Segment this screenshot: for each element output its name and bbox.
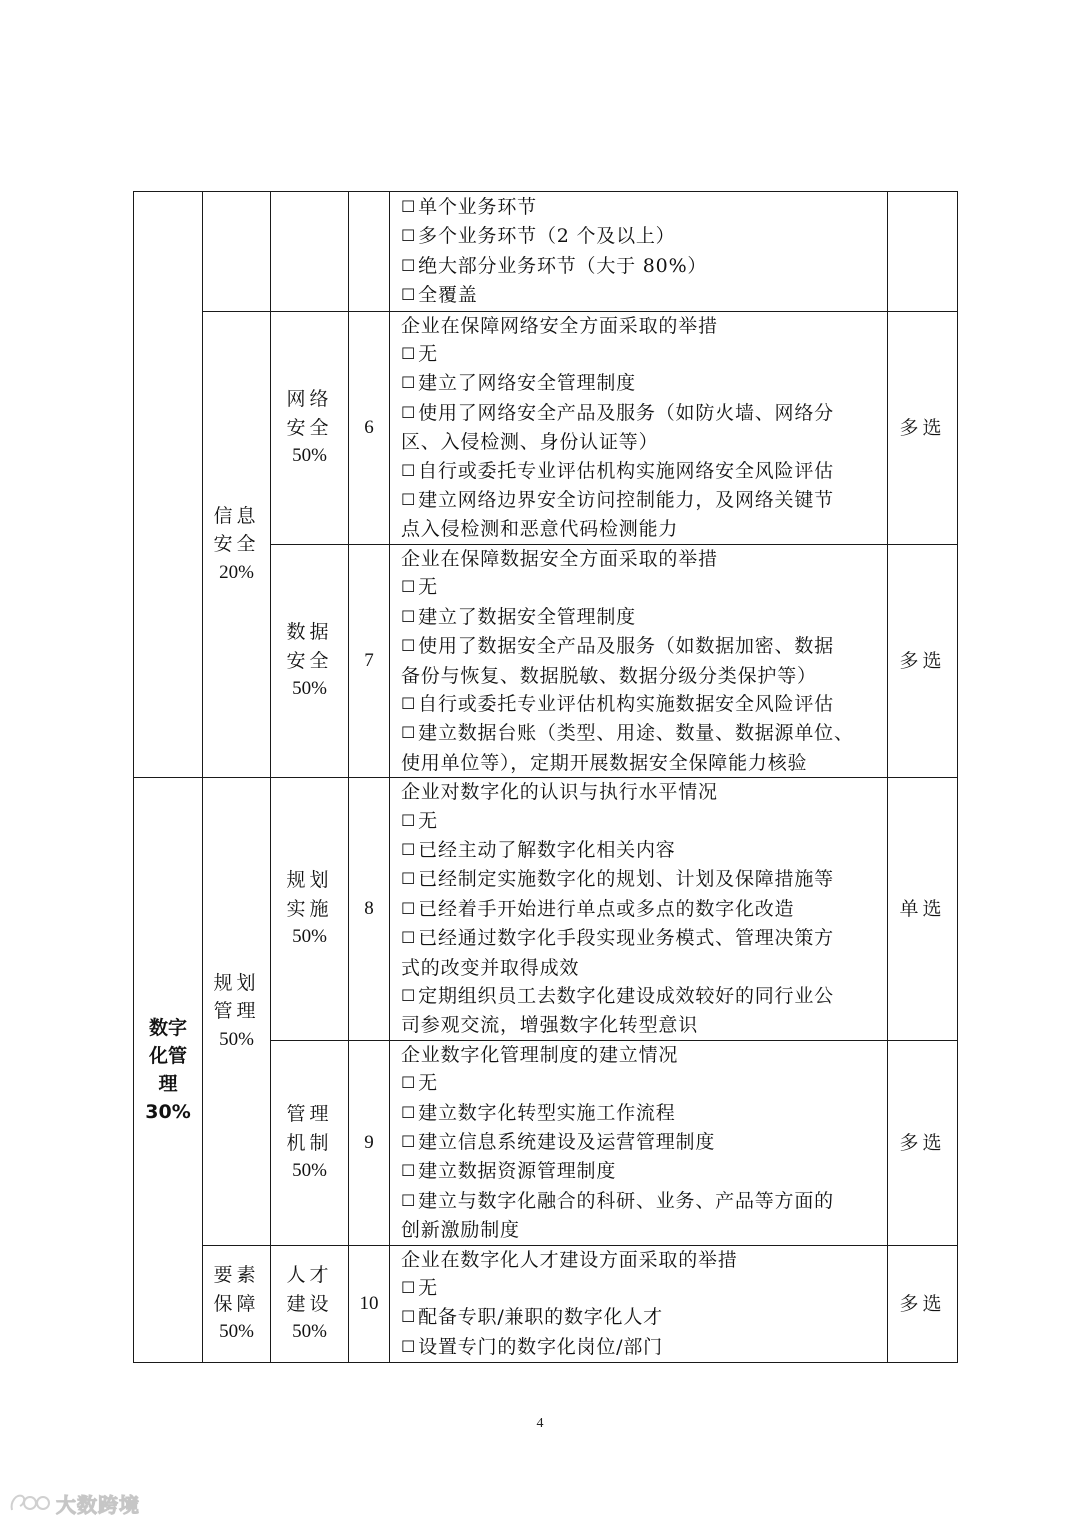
question-content [390,778,888,1041]
item-label: 规划 实施 50% [286,869,333,948]
evaluation-table [133,191,958,1363]
checkbox-icon: ☐ [401,1073,417,1093]
question-number: 10 [349,1245,390,1363]
checkbox-icon: ☐ [401,869,417,889]
subcategory-info-security [203,311,271,778]
selection-type: 多选 [888,544,958,777]
option-line: ☐ 已经通过数字化手段实现业务模式、管理决策方 [401,927,834,950]
checkbox-icon: ☐ [401,255,417,275]
option-line: ☐ 配备专职/兼职的数字化人才 [401,1306,663,1329]
option-line: ☐ 建立数据台账（类型、用途、数量、数据源单位、 [401,722,854,745]
checkbox-icon: ☐ [401,1190,417,1210]
item-talent [271,1245,349,1363]
checkbox-icon: ☐ [401,693,417,713]
option-line: ☐ 使用了数据安全产品及服务（如数据加密、数据 [401,635,834,658]
question-content [390,311,888,544]
question-text: 企业数字化管理制度的建立情况 [401,1043,679,1066]
question-text: 企业在保障数据安全方面采取的举措 [401,547,718,570]
option-line: ☐ 自行或委托专业评估机构实施网络安全风险评估 [401,459,834,482]
type-cell-empty [888,192,958,312]
option-line: ☐ 定期组织员工去数字化建设成效较好的同行业公 [401,984,834,1007]
item-network-security [271,311,349,544]
checkbox-icon: ☐ [401,402,417,422]
checkbox-icon: ☐ [401,985,417,1005]
question-content [390,1040,888,1245]
checkbox-icon: ☐ [401,490,417,510]
number-cell-empty [349,192,390,312]
checkbox-icon: ☐ [401,810,417,830]
watermark-text: 大数跨境 [56,1492,140,1517]
option-line: ☐ 无 [401,576,438,599]
option-line-cont: 备份与恢复、数据脱敏、数据分级分类保护等） [401,664,817,687]
option-line-cont: 式的改变并取得成效 [401,956,580,979]
option-line: ☐ 使用了网络安全产品及服务（如防火墙、网络分 [401,401,834,424]
option-line: ☐ 无 [401,1277,438,1300]
question-content [390,192,888,312]
item-cell-empty [271,192,349,312]
question-number: 9 [349,1040,390,1245]
table-row [134,311,958,544]
option-line-cont: 区、入侵检测、身份认证等） [401,431,659,454]
checkbox-icon: ☐ [401,723,417,743]
option-line: ☐ 无 [401,1072,438,1095]
option-line: ☐ 建立与数字化融合的科研、业务、产品等方面的 [401,1189,834,1212]
subcategory-label: 规划 管理 50% [213,971,260,1050]
question-number: 6 [349,311,390,544]
option-line: ☐ 单个业务环节 [401,196,537,218]
table-row [134,778,958,1041]
checkbox-icon: ☐ [401,839,417,859]
checkbox-icon: ☐ [401,1307,417,1327]
item-label: 网络 安全 50% [286,388,333,466]
selection-type: 多选 [888,1040,958,1245]
option-line: ☐ 无 [401,343,438,366]
item-data-security [271,544,349,777]
checkbox-icon: ☐ [401,1278,417,1298]
checkbox-icon: ☐ [401,898,417,918]
question-content [390,1245,888,1363]
option-line-cont: 使用单位等），定期开展数据安全保障能力核验 [401,751,808,774]
item-label: 管理 机制 50% [286,1103,333,1181]
question-number: 8 [349,778,390,1041]
option-line: ☐ 建立网络边界安全访问控制能力，及网络关键节 [401,489,834,512]
selection-type: 多选 [888,311,958,544]
checkbox-icon: ☐ [401,1132,417,1151]
option-line-cont: 司参观交流，增强数字化转型意识 [401,1014,699,1037]
checkbox-icon: ☐ [401,1161,417,1181]
checkbox-icon: ☐ [401,1102,417,1122]
checkbox-icon: ☐ [401,226,417,246]
question-content [390,544,888,777]
option-line: ☐ 已经主动了解数字化相关内容 [401,838,676,861]
selection-type: 单选 [888,778,958,1041]
category-digital-management [134,778,203,1363]
checkbox-icon: ☐ [401,373,417,393]
option-line: ☐ 已经制定实施数字化的规划、计划及保障措施等 [401,868,834,891]
question-text: 企业对数字化的认识与执行水平情况 [401,781,718,804]
option-line: ☐ 建立了网络安全管理制度 [401,372,636,395]
table-row [134,192,958,312]
item-planning [271,778,349,1041]
option-line: ☐ 设置专门的数字化岗位/部门 [401,1335,663,1358]
item-label: 数据 安全 50% [286,621,333,700]
option-line: ☐ 绝大部分业务环节（大于 80%） [401,254,708,277]
option-line: ☐ 建立数据资源管理制度 [401,1160,617,1183]
checkbox-icon: ☐ [401,344,417,364]
subcategory-cell-empty [203,192,271,312]
option-line: ☐ 已经着手开始进行单点或多点的数字化改造 [401,897,795,920]
option-line: ☐ 建立信息系统建设及运营管理制度 [401,1131,716,1153]
question-text: 企业在数字化人才建设方面采取的举措 [401,1248,738,1271]
option-line: ☐ 全覆盖 [401,284,478,307]
checkbox-icon: ☐ [401,636,417,656]
option-line: ☐ 无 [401,809,438,832]
subcategory-planning-management [203,778,271,1246]
option-line: ☐ 建立数字化转型实施工作流程 [401,1101,676,1124]
checkbox-icon: ☐ [401,606,417,626]
checkbox-icon: ☐ [401,460,417,480]
option-line: ☐ 自行或委托专业评估机构实施数据安全风险评估 [401,692,834,715]
watermark-logo-icon [8,1490,52,1516]
category-label: 数字 化管 理 30% [145,1016,191,1123]
checkbox-icon: ☐ [401,577,417,597]
option-line: ☐ 建立了数据安全管理制度 [401,605,636,628]
option-line-cont: 创新激励制度 [401,1219,520,1242]
subcategory-label: 要素 保障 50% [213,1264,260,1343]
watermark [8,1488,140,1518]
selection-type: 多选 [888,1245,958,1363]
page-number: 4 [536,1416,544,1431]
question-text: 企业在保障网络安全方面采取的举措 [401,314,718,337]
item-mechanism [271,1040,349,1245]
subcategory-label: 信息 安全 20% [213,504,260,583]
category-cell-empty [134,192,203,778]
option-line: ☐ 多个业务环节（2 个及以上） [401,225,676,248]
subcategory-factor [203,1245,271,1363]
item-label: 人才 建设 50% [286,1264,333,1343]
checkbox-icon: ☐ [401,928,417,948]
option-line-cont: 点入侵检测和恶意代码检测能力 [401,518,679,541]
checkbox-icon: ☐ [401,197,417,216]
table-row [134,1245,958,1363]
checkbox-icon: ☐ [401,285,417,305]
question-number: 7 [349,544,390,777]
checkbox-icon: ☐ [401,1336,417,1356]
